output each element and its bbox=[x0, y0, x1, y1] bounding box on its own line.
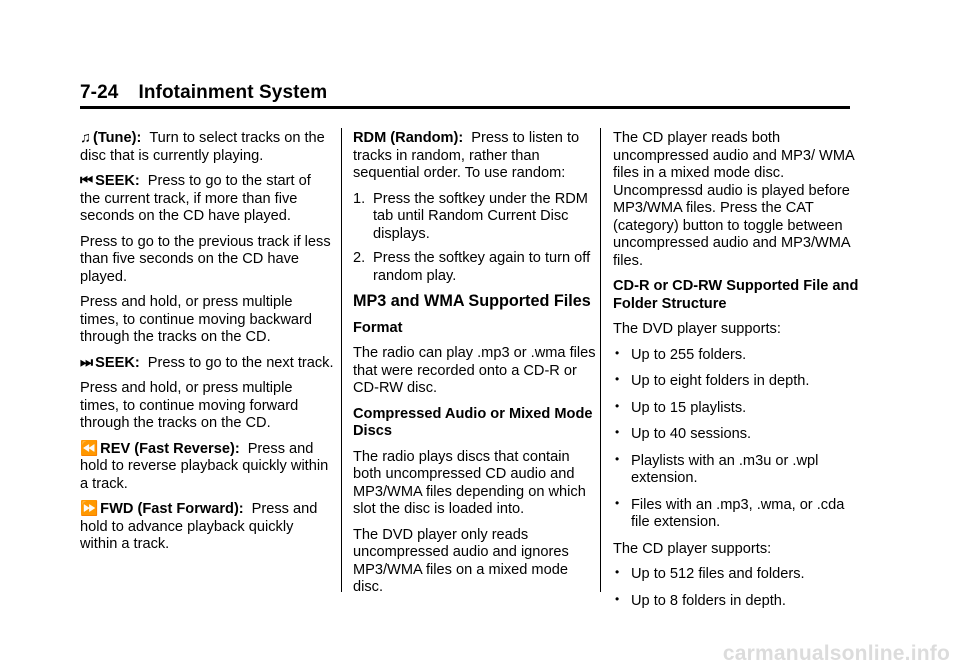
step-text: Press the softkey again to turn off random play. bbox=[373, 250, 591, 284]
page-header bbox=[80, 82, 850, 104]
column-1 bbox=[80, 130, 334, 562]
list-item bbox=[613, 453, 863, 488]
dvd-text: The DVD player only reads uncompressed audio and ignores MP3/WMA files on a mixed mode disc. bbox=[353, 526, 569, 595]
list-item bbox=[613, 400, 863, 418]
rev-term: REV (Fast Reverse): bbox=[100, 440, 240, 457]
list-item bbox=[613, 566, 863, 584]
tune-term: (Tune): bbox=[92, 130, 142, 146]
cd-support-list bbox=[613, 566, 863, 610]
dvd-supports-text: The DVD player supports: bbox=[613, 321, 781, 337]
seek-back-text: Press to go to the start of the current track, if more than five seconds on the CD have played. bbox=[80, 173, 311, 224]
column-3 bbox=[613, 130, 863, 619]
format-heading: Format bbox=[353, 319, 403, 336]
fwd-term: FWD (Fast Forward): bbox=[100, 501, 244, 517]
list-item bbox=[613, 497, 863, 532]
seek-forward-icon: ⏭ bbox=[80, 354, 94, 371]
music-note-icon: ♫ bbox=[80, 130, 91, 146]
bullet-icon: • bbox=[615, 372, 620, 386]
column-2 bbox=[353, 130, 598, 605]
bullet-icon: • bbox=[615, 451, 620, 466]
structure-heading: CD-R or CD-RW Supported File and Folder Structure bbox=[613, 278, 859, 312]
format-text: The radio can play .mp3 or .wma files that were recorded onto a CD-R or CD-RW disc. bbox=[353, 345, 596, 396]
step-number: 2. bbox=[353, 250, 366, 266]
cd-supports-text: The CD player supports: bbox=[613, 540, 772, 557]
tune-paragraph bbox=[80, 130, 334, 165]
seek-back-paragraph-2: Press to go to the previous track if less than five seconds on the CD have played. bbox=[80, 233, 331, 285]
section-title: Infotainment System bbox=[138, 82, 328, 103]
bullet-icon: • bbox=[615, 591, 620, 606]
list-item-text: Up to 8 folders in depth. bbox=[631, 592, 786, 609]
rev-paragraph bbox=[80, 441, 334, 494]
bullet-icon: • bbox=[615, 345, 620, 360]
fwd-text: Press and hold to advance playback quickly within a track. bbox=[80, 501, 318, 552]
seek-forward-text: Press to go to the next track. bbox=[147, 354, 334, 371]
tune-text: Turn to select tracks on the disc that is currently playing. bbox=[80, 130, 325, 164]
seek-back-icon: ⏮ bbox=[80, 173, 94, 189]
list-item-text: Up to 15 playlists. bbox=[631, 399, 747, 416]
list-item bbox=[613, 426, 863, 444]
column-divider bbox=[341, 128, 342, 592]
step-text: Press the softkey under the RDM tab until Random Current Disc displays. bbox=[373, 190, 588, 242]
seek-forward-paragraph bbox=[80, 355, 334, 373]
list-item bbox=[353, 191, 598, 244]
rdm-term: RDM (Random): bbox=[353, 130, 464, 146]
list-item bbox=[613, 593, 863, 611]
seek-back-paragraph bbox=[80, 173, 334, 226]
rdm-text: Press to listen to tracks in random, rather than sequential order. To use random: bbox=[353, 130, 580, 181]
bullet-icon: • bbox=[615, 565, 620, 579]
list-item bbox=[613, 347, 863, 365]
seek-back-paragraph-3: Press and hold, or press multiple times, to continue moving backward through the tracks on the CD. bbox=[80, 294, 312, 345]
watermark: carmanualsonline.info bbox=[722, 642, 950, 665]
dvd-support-list bbox=[613, 347, 863, 532]
random-steps-list bbox=[353, 191, 598, 286]
seek-back-term: SEEK: bbox=[95, 173, 140, 189]
bullet-icon: • bbox=[615, 398, 620, 413]
cd-player-text: The CD player reads both uncompressed audio and MP3/ WMA files in a mixed mode disc. Uncompressd audio is played before MP3/WMA files. Press the CAT (category) button to toggle between uncompressed audio and MP3/WMA files. bbox=[613, 130, 854, 269]
bullet-icon: • bbox=[615, 425, 620, 439]
list-item-text: Up to 40 sessions. bbox=[631, 426, 752, 442]
fwd-paragraph bbox=[80, 501, 334, 554]
page-number: 7-24 bbox=[80, 82, 119, 103]
list-item-text: Files with an .mp3, .wma, or .cda file extension. bbox=[631, 496, 845, 530]
page-title bbox=[80, 82, 850, 104]
fast-reverse-icon: ⏪ bbox=[80, 440, 99, 457]
seek-forward-paragraph-2: Press and hold, or press multiple times, to continue moving forward through the tracks on the CD. bbox=[80, 380, 299, 431]
section-heading: MP3 and WMA Supported Files bbox=[353, 292, 591, 310]
list-item bbox=[353, 250, 598, 285]
bullet-icon: • bbox=[615, 495, 620, 510]
header-rule bbox=[80, 106, 850, 109]
compressed-heading: Compressed Audio or Mixed Mode Discs bbox=[353, 405, 593, 439]
compressed-text: The radio plays discs that contain both uncompressed CD audio and MP3/WMA files depending on which slot the disc is loaded into. bbox=[353, 448, 586, 517]
seek-forward-term: SEEK: bbox=[95, 354, 140, 371]
list-item-text: Up to eight folders in depth. bbox=[631, 373, 810, 389]
rdm-paragraph bbox=[353, 130, 598, 183]
list-item-text: Up to 512 files and folders. bbox=[631, 566, 805, 582]
list-item-text: Playlists with an .m3u or .wpl extension. bbox=[631, 452, 819, 486]
step-number: 1. bbox=[353, 190, 366, 207]
column-divider bbox=[600, 128, 601, 592]
rev-text: Press and hold to reverse playback quickly within a track. bbox=[80, 440, 329, 492]
fast-forward-icon: ⏩ bbox=[80, 501, 99, 517]
list-item bbox=[613, 373, 863, 391]
list-item-text: Up to 255 folders. bbox=[631, 346, 747, 363]
